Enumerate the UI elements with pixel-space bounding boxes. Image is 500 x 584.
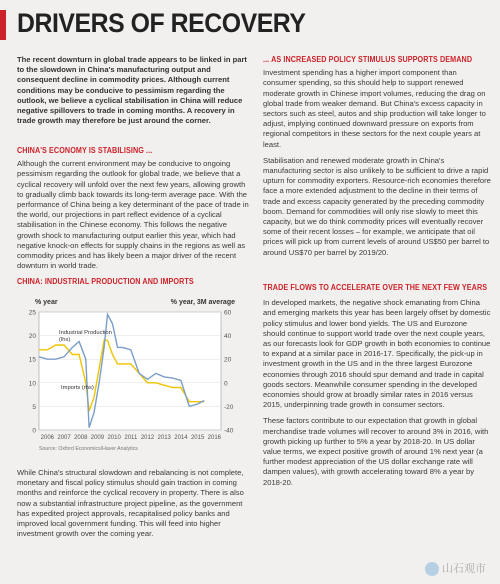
chart-container: [17, 290, 249, 465]
y-axis-label-left: % year: [35, 299, 58, 306]
y-tick-left: 20: [28, 333, 36, 341]
y-tick-left: 0: [32, 427, 36, 435]
section-heading: TRADE FLOWS TO ACCELERATE OVER THE NEXT FEW YEARS: [263, 283, 488, 292]
x-tick-label: 2007: [57, 435, 71, 441]
y-axis-label-right: % year, 3M average: [170, 299, 235, 306]
section-heading: CHINA'S ECONOMY IS STABILISING ...: [17, 146, 153, 155]
line-chart: [17, 290, 249, 465]
y-tick-left: 25: [28, 309, 36, 317]
section-text: In developed markets, the negative shock emanating from China and emerging markets this year has been largely offset by domestic policy stimulus and lower bond yields. The US and Eurozone should continue to support world trade over the next couple years, as our forecasts look for GDP growth in both economies to continue to expand at a similar pace in 2016-17. Specifically, the pick-up in investment growth in the US and in the three largest Eurozone economies through 2016 should spur demand and trade in capital goods sectors. Meanwhile consumer spending in the developed economies should grow at broadly similar rates in 2016 versus 2015, underpinning trade growth in consumer sectors.: [263, 298, 491, 410]
x-tick-label: 2015: [190, 435, 205, 441]
page-title: DRIVERS OF RECOVERY: [17, 8, 306, 38]
section-text: While China's structural slowdown and rebalancing is not complete, monetary and fiscal policy stimulus should gain traction in coming months and reinforce the cyclical recovery in property. There is also now a substantial infrastructure project pipeline, as the government has expedited project approvals, recapitalised policy banks and improved local government funding. This will feed into higher investment growth over the coming year.: [17, 468, 244, 539]
series-label: (lhs): [59, 337, 71, 343]
series-label: Industrial Production: [59, 330, 112, 336]
watermark-logo-icon: [425, 562, 439, 576]
watermark: [425, 560, 486, 576]
section-policy-stimulus: [263, 55, 491, 264]
section-text: Investment spending has a higher import component than consumer spending, so this should help to support renewed moderate growth in Chinese import volumes, reducing the drag on global trade from weaker demand. But China's excess capacity in sectors such as steel, autos and ship production will take longer to adjust, implying continued downward pressure on exports from regional competitors in these sectors for the next couple years at least.: [263, 68, 486, 149]
x-tick-label: 2006: [40, 435, 55, 441]
x-tick-label: 2013: [157, 435, 171, 441]
chart-source: Source: Oxford Economics/Haver Analytics: [39, 446, 138, 452]
y-tick-left: 10: [28, 380, 36, 388]
x-tick-label: 2016: [207, 435, 222, 441]
y-tick-right: 60: [224, 309, 232, 317]
section-heading: ... AS INCREASED POLICY STIMULUS SUPPORTS DEMAND: [263, 55, 473, 64]
watermark-text: 山石观市: [442, 562, 486, 575]
section-text: These factors contribute to our expectation that growth in global merchandise trade volumes will recover to around 3% in 2016, with growth picking up further to 5% a year by 2018-20. In US dollar value terms, we expect positive growth of around 1% next year (a further modest appreciation of the US dollar exchange rate will dampen values), with growth accelerating toward 8% a year by 2018-20.: [263, 416, 489, 487]
x-tick-label: 2012: [140, 435, 155, 441]
section-trade-flows: [263, 283, 491, 494]
x-tick-label: 2010: [107, 435, 121, 441]
x-tick-label: 2011: [124, 435, 138, 441]
x-tick-label: 2014: [174, 435, 188, 441]
chart-title: CHINA: INDUSTRIAL PRODUCTION AND IMPORTS: [17, 277, 194, 286]
y-tick-right: 40: [224, 333, 232, 341]
y-tick-right: -40: [224, 427, 234, 435]
section-china-stabilising: [17, 146, 249, 277]
y-tick-right: -20: [224, 403, 234, 411]
chart-section: [17, 277, 249, 287]
section-text: Although the current environment may be conducive to ongoing pessimism regarding the outlook for global trade, we believe that a cyclical recovery will unfold over the next few years, allowing growth to gradually climb back towards its long-term average pace. With the performance of China being a key determinant of the pace of trade in the world, our projections in part reflect evidence of a cyclical stabilisation in the Chinese economy. This follows the negative growth shock to manufacturing output earlier this year, which had negative knock-on effects for supply chains in the regions as well as commodity prices and has likely been a major driver of the recent downturn in world trade.: [17, 159, 249, 271]
x-tick-label: 2009: [90, 435, 105, 441]
intro-paragraph: The recent downturn in global trade appears to be linked in part to the slowdown in China's manufacturing output and consequent decline in commodity prices. Although current conditions may be conducive to pessimism regarding the outlook, we believe a cyclical stabilisation in China will reduce negative spillovers to trade in coming months. A recovery in trade growth may therefore be just around the corner.: [17, 55, 247, 126]
series-label: Imports (rhs): [61, 385, 94, 391]
x-tick-label: 2008: [74, 435, 88, 441]
y-tick-left: 5: [32, 403, 36, 411]
y-tick-right: 0: [224, 380, 228, 388]
y-tick-right: 20: [224, 356, 232, 364]
section-text: Stabilisation and renewed moderate growth in China's manufacturing sector is also unlikely to be sufficient to drive a rapid upturn for commodity exporters. Resource-rich economies therefore face a more extended adjustment to the decline in their terms of trade and excess capacity generated by the preceding commodity boom. Demand for commodities will only rise slowly to meet this capacity, but we do think commodity prices will eventually recover some of their recent losses – for example, we anticipate that oil prices will pick up from current levels of around US$50 per barrel to around US$70 per barrel by 2019/20.: [263, 155, 491, 257]
section-rebalancing: [17, 468, 249, 545]
accent-bar: [0, 10, 6, 40]
y-tick-left: 15: [28, 356, 36, 364]
